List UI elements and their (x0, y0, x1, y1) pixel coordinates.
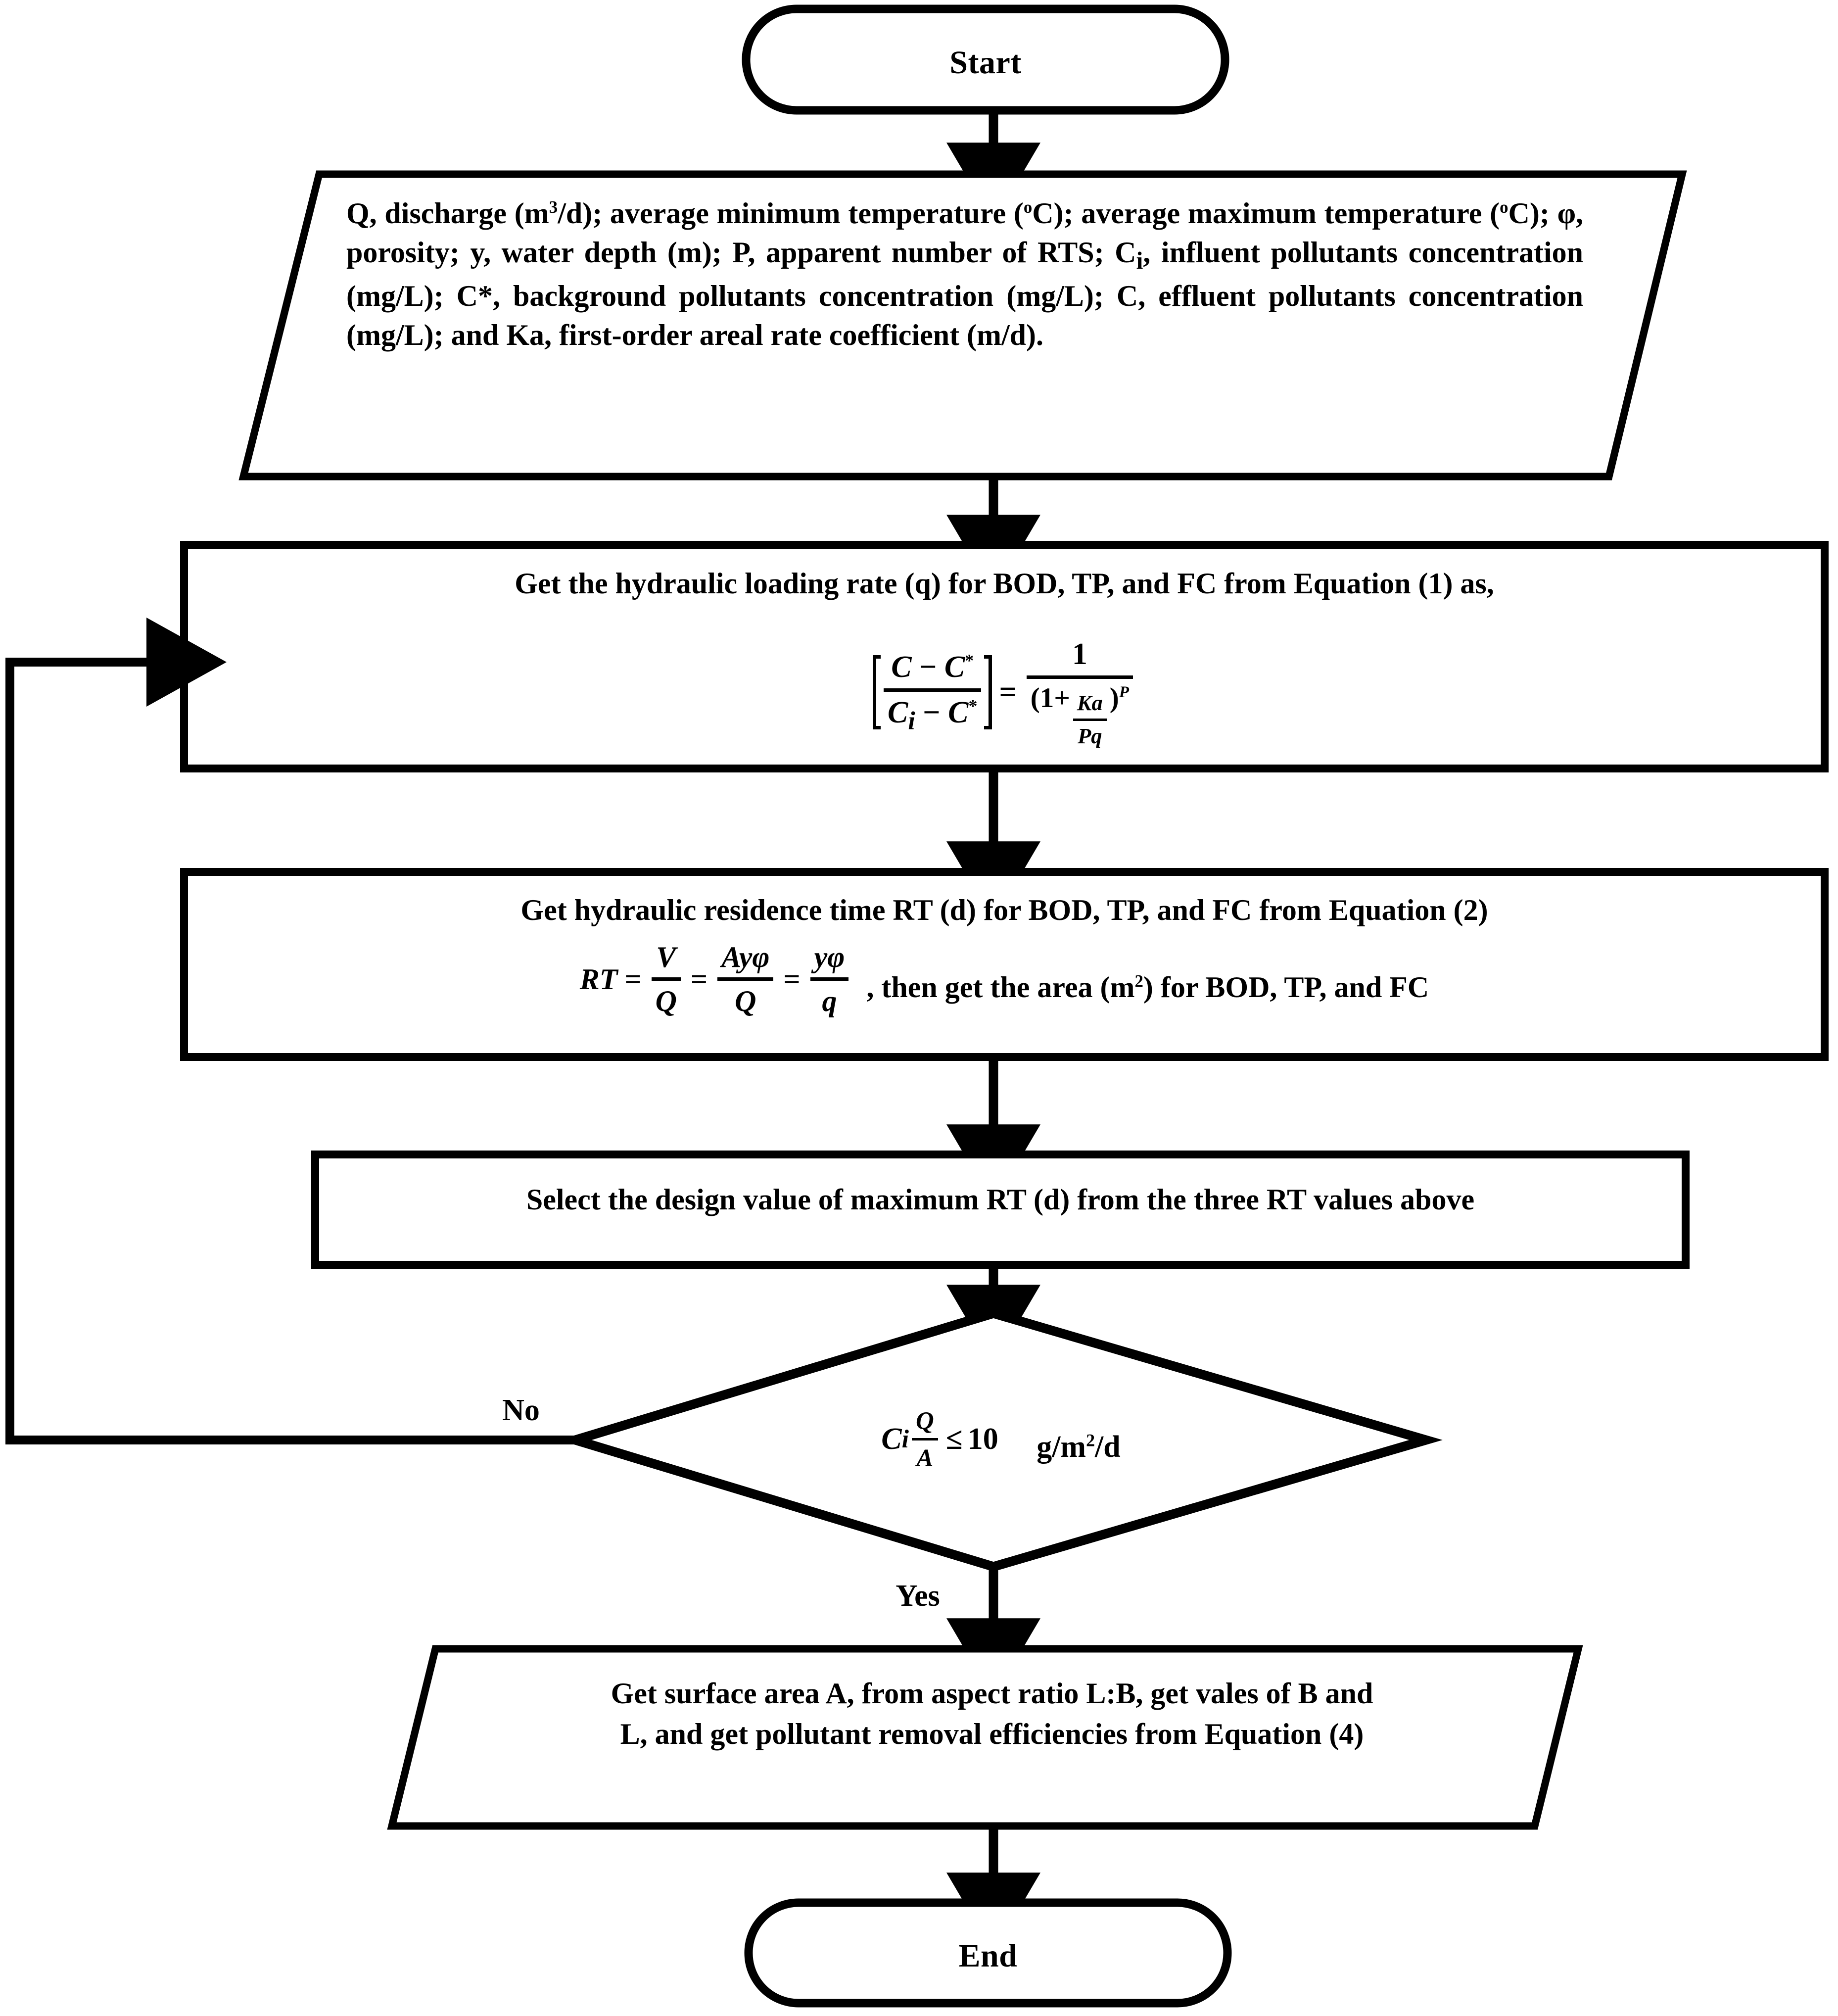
decision-condition: C i Q A ≤ 10 $g/m^2/d$ (881, 1407, 1121, 1472)
equation1-left-bracket (873, 655, 881, 729)
select-max-rt-text: Select the design value of maximum RT (d) from the three RT values above (526, 1183, 1475, 1216)
input-seg-0: Q, discharge $(m^3/d)$; average minimum temperature ($^o$C); average maximum temperature ($^o$C); φ, porosity; y, water depth (m); P, apparent number of RTS; $C_i$, influent pollutants concentration (mg/L); C*, background pollutants concentration (mg/L); C, effluent pollutants concentration (mg/L); and Ka, first-order areal rate coefficient (m/d). (346, 197, 1584, 352)
equation1-rhs-fraction: 1 (1+ Ka Pq )$^P$ (1027, 634, 1133, 751)
surface-area-text (435, 1674, 1549, 1754)
input-parameters-text (346, 194, 1583, 355)
surface-area-line-1: Get surface area A, from aspect ratio L:B, get vales of B and (611, 1677, 1373, 1710)
equation1-lhs-fraction: C − C* $C_i - C^*$ (884, 647, 981, 737)
edge-label-no: No (502, 1393, 540, 1427)
residence-time-heading: Get hydraulic residence time RT (d) for BOD, TP, and FC from Equation (2) (520, 894, 1488, 926)
surface-area-line-2: L, and get pollutant removal efficiencies from Equation (4) (620, 1717, 1364, 1750)
residence-time-equation-row (184, 938, 1825, 1020)
hydraulic-loading-heading: Get the hydraulic loading rate (q) for BOD, TP, and FC from Equation (1) as, (515, 567, 1494, 600)
decision-units: $g/m^2/d$ (998, 1430, 1121, 1464)
end-node-label: End (958, 1938, 1018, 1974)
equation1-equals-sign: = (999, 675, 1017, 710)
residence-time-equation: RT = V Q = Ayφ Q = yφ q (580, 938, 852, 1020)
residence-time-equation-tail: , then get the area $(m^2)$ for BOD, TP, and FC (851, 970, 1429, 1004)
equation1-right-bracket (984, 655, 992, 729)
edge-label-yes: Yes (895, 1579, 940, 1613)
hydraulic-loading-equation (184, 634, 1825, 751)
start-node-label: Start (949, 45, 1022, 81)
